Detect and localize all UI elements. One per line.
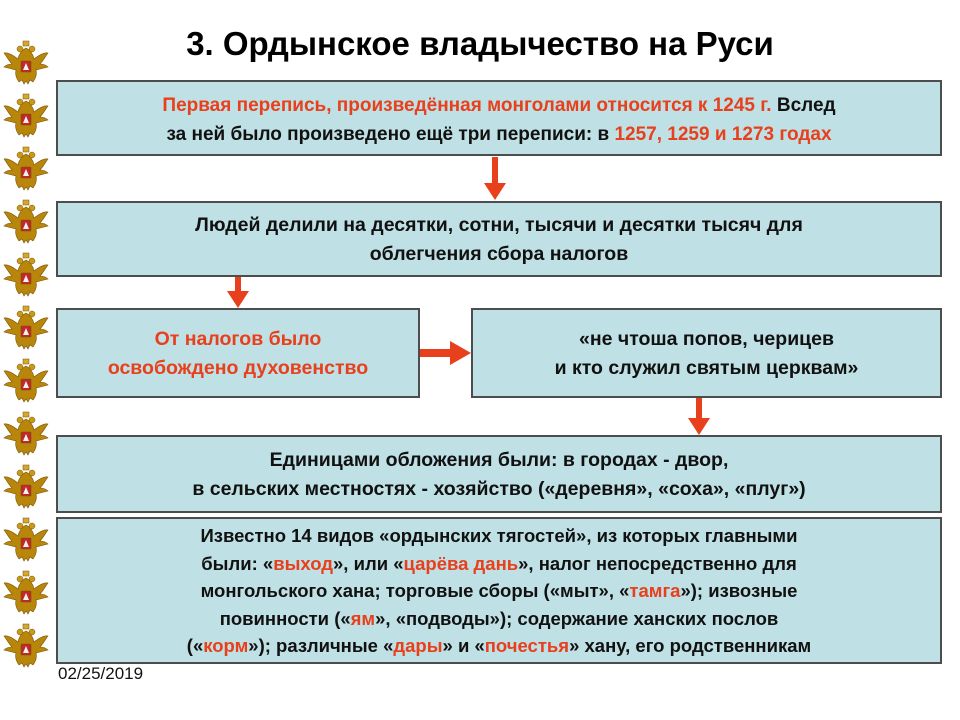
arrow-down-icon — [686, 398, 712, 436]
text-span: повинности (« — [219, 607, 351, 629]
double-headed-eagle-icon — [2, 464, 50, 510]
slide-title: 3. Ордынское владычество на Руси — [186, 25, 774, 62]
clergy-line-1: От налогов было — [154, 328, 322, 350]
slide-date: 02/25/2019 — [58, 664, 144, 683]
eagle-column — [0, 40, 54, 680]
double-headed-eagle-icon — [2, 411, 50, 457]
division-line-1: Людей делили на десятки, сотни, тысячи и десятки тысяч для — [195, 214, 803, 236]
quote-box — [471, 308, 942, 398]
text-span: »); различные « — [248, 635, 394, 656]
census-first-text: Первая перепись, произведённая монголами относится к 1245 г. — [162, 95, 772, 116]
double-headed-eagle-icon — [2, 93, 50, 139]
arrow-right-icon — [420, 340, 472, 366]
text-span: », или « — [333, 552, 404, 574]
division-box — [56, 201, 942, 277]
census-years: 1257, 1259 и 1273 годах — [614, 124, 832, 145]
division-line-2: облегчения сбора налогов — [369, 243, 629, 265]
quote-line-2: и кто служил святым церквам» — [554, 357, 859, 379]
census-line-1 — [58, 91, 940, 120]
census-box — [56, 80, 942, 156]
text-span: монгольского хана; торговые сборы («мыт», « — [200, 580, 630, 601]
double-headed-eagle-icon — [2, 517, 50, 563]
clergy-exempt-box — [56, 308, 420, 398]
double-headed-eagle-icon — [2, 305, 50, 351]
text-span: (« — [186, 635, 204, 656]
term-yam: ям — [350, 607, 376, 629]
tax-units-box — [56, 435, 942, 513]
text-span: », налог непосредственно для — [518, 552, 797, 574]
double-headed-eagle-icon — [2, 623, 50, 669]
term-pochestya: почестья — [484, 635, 570, 656]
term-tsareva-dan: царёва дань — [403, 552, 519, 574]
double-headed-eagle-icon — [2, 570, 50, 616]
text-span: » и « — [442, 635, 485, 656]
burdens-line-3 — [58, 577, 940, 605]
double-headed-eagle-icon — [2, 199, 50, 245]
text-span: », «подводы»); содержание ханских послов — [375, 607, 779, 629]
double-headed-eagle-icon — [2, 252, 50, 298]
burdens-line-4 — [58, 605, 940, 633]
term-vykhod: выход — [273, 552, 334, 574]
text-span: »); извозные — [680, 580, 798, 601]
burdens-line-2 — [58, 550, 940, 578]
burdens-box — [56, 517, 942, 664]
tax-units-line-1: Единицами обложения были: в городах - двор, — [269, 449, 729, 471]
arrow-down-icon — [225, 277, 251, 309]
double-headed-eagle-icon — [2, 358, 50, 404]
census-next-text: Вслед — [771, 95, 836, 116]
quote-line-1: «не чтоша попов, черицев — [578, 328, 834, 350]
census-line-2 — [58, 120, 940, 149]
double-headed-eagle-icon — [2, 146, 50, 192]
term-korm: корм — [203, 635, 249, 656]
text-span: » хану, его родственникам — [569, 635, 812, 656]
term-tamga: тамга — [629, 580, 681, 601]
arrow-down-icon — [482, 157, 508, 201]
burdens-line-5 — [58, 632, 940, 660]
term-dary: дары — [393, 635, 443, 656]
clergy-line-2: освобождено духовенство — [107, 357, 369, 379]
census-more-text: за ней было произведено ещё три переписи: в — [166, 124, 615, 145]
tax-units-line-2: в сельских местностях - хозяйство («деревня», «соха», «плуг») — [192, 478, 806, 500]
text-span: были: « — [201, 552, 274, 574]
burdens-line-1: Известно 14 видов «ордынских тягостей», из которых главными — [200, 525, 798, 546]
